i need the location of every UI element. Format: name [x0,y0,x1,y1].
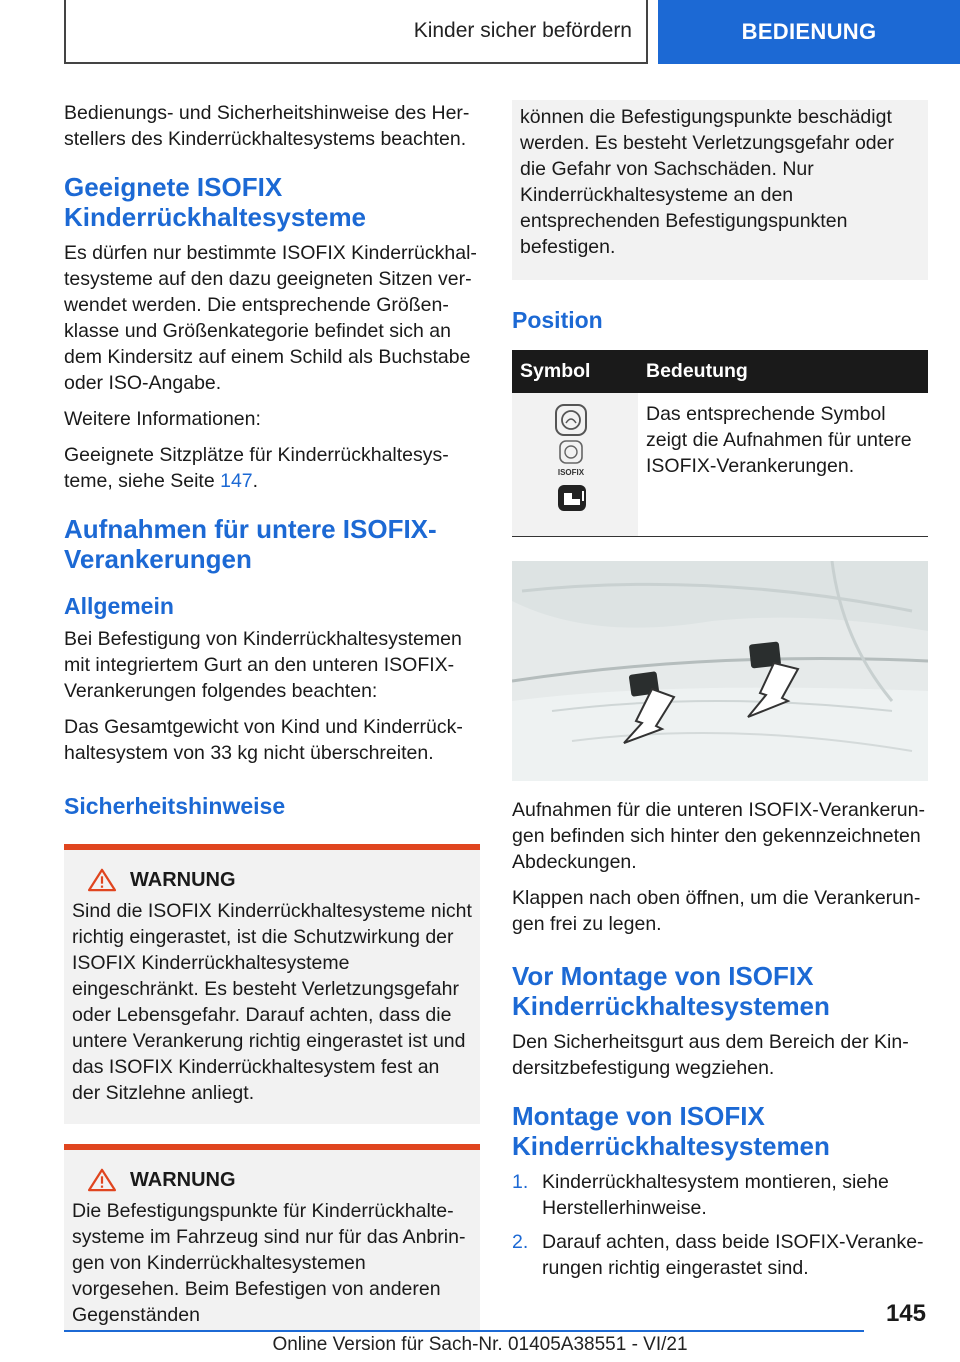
list-item [512,1229,928,1281]
warning-text-2-continued: können die Befestigungspunkte beschädigt werden. Es besteht Verletzungsgefahr oder die Gefahr von Sachschäden. Nur Kinderrückhaltesysteme an den entsprechenden Befestigungspunkten befestigen. [520,106,894,258]
step-text: Kinderrückhaltesystem montieren, siehe Herstellerhinweise. [542,1171,889,1219]
isofix-symbol-icon [520,401,614,515]
paragraph-vor-montage: Den Sicherheitsgurt aus dem Bereich der Kindersitzbefestigung wegziehen. [512,1031,909,1079]
paragraph-allgemein-2: Das Gesamtgewicht von Kind und Kinderrückhaltesystem von 33 kg nicht überschreiten. [64,716,463,764]
heading-vor-montage: Vor Montage von ISOFIX Kinderrückhaltesystemen [512,961,830,1021]
paragraph-geeignet: Es dürfen nur bestimmte ISOFIX Kinderrückhaltesysteme auf den dazu geeigneten Sitzen verwendet werden. Die entsprechende Größenklasse und Größenkategorie befindet sich an dem Kindersitz auf einem Schild als Buchstabe oder ISO-Angabe. [64,242,477,394]
heading-allgemein: Allgemein [64,593,174,619]
column-header-symbol: Symbol [512,350,638,393]
symbol-table [512,350,928,537]
paragraph-allgemein-1: Bei Befestigung von Kinderrückhaltesystemen mit integriertem Gurt an den unteren ISOFIX-Verankerungen folgendes beachten: [64,628,462,702]
page-number: 145 [885,1300,926,1327]
reference-end: . [252,470,259,492]
heading-position: Position [512,307,603,333]
warning-text-1: Sind die ISOFIX Kinderrückhaltesysteme nicht richtig eingerastet, ist die Schutzwirkung der ISOFIX Kinderrückhaltesysteme eingeschränkt. Es besteht Verletzungsgefahr oder Lebensgefahr. Darauf achten, dass die untere Verankerung richtig eingerastet ist und das ISOFIX Kinderrückhaltesystem fest an der Sitzlehne anliegt. [72,900,472,1104]
list-item [512,1169,928,1221]
warning-box-1 [64,844,480,1124]
step-number: 2. [512,1231,529,1253]
header-chapter-tab[interactable] [658,0,960,64]
step-text: Darauf achten, dass beide ISOFIX-Verankerungen richtig eingerastet sind. [542,1231,924,1279]
section-title: Kinder sicher befördern [413,19,632,42]
cross-reference [64,442,480,494]
montage-steps-list [512,1169,928,1281]
further-info-label: Weitere Informationen: [64,408,261,430]
warning-title-row [72,868,472,892]
intro-paragraph: Bedienungs- und Sicherheitshinweise des Herstellers des Kinderrückhaltesystems beachten. [64,102,470,150]
step-number: 1. [512,1171,529,1193]
symbol-cell [512,393,638,537]
warning-text-2: Die Befestigungspunkte für Kinderrückhaltesysteme im Fahrzeug sind nur für das Anbringen von Kinderrückhaltesystemen vorgesehen. Beim Befestigen von anderen Gegenständen [72,1200,466,1326]
warning-triangle-icon [86,1168,118,1192]
footer-divider [64,1330,864,1332]
warning-title: WARNUNG [130,1168,236,1191]
heading-sicherheitshinweise: Sicherheitshinweise [64,793,286,819]
warning-box-2 [64,1144,480,1332]
heading-montage: Montage von ISOFIX Kinderrückhaltesystemen [512,1101,830,1161]
warning-title-row [72,1168,472,1192]
isofix-label: ISOFIX [557,468,585,477]
table-row [512,393,928,537]
warning-box-2-continued [512,100,928,280]
heading-aufnahmen: Aufnahmen für untere ISOFIX-Verankerungen [64,514,437,574]
heading-geeignet: Geeignete ISOFIX Kinderrückhaltesysteme [64,172,367,232]
page-link[interactable]: 147 [220,470,253,492]
right-column [512,100,928,1289]
column-header-bedeutung: Bedeutung [638,350,928,393]
header-section-title [64,0,648,64]
warning-title: WARNUNG [130,868,236,891]
footer-text: Online Version für Sach-Nr. 01405A38551 - VI/21 [272,1334,688,1355]
left-column [64,100,480,1332]
paragraph-photo-2: Klappen nach oben öffnen, um die Verankerungen frei zu legen. [512,887,921,935]
seat-illustration [512,561,928,781]
warning-triangle-icon [86,868,118,892]
chapter-title: BEDIENUNG [741,19,877,44]
seat-anchor-photo [512,561,928,781]
paragraph-photo-1: Aufnahmen für die unteren ISOFIX-Verankerungen befinden sich hinter den gekennzeichneten Abdeckungen. [512,799,925,873]
reference-text: Geeignete Sitzplätze für Kinderrückhaltesysteme, siehe Seite [64,444,449,492]
table-header-row [512,350,928,393]
bedeutung-cell: Das entsprechende Symbol zeigt die Aufnahmen für untere ISOFIX-Verankerungen. [646,403,912,477]
